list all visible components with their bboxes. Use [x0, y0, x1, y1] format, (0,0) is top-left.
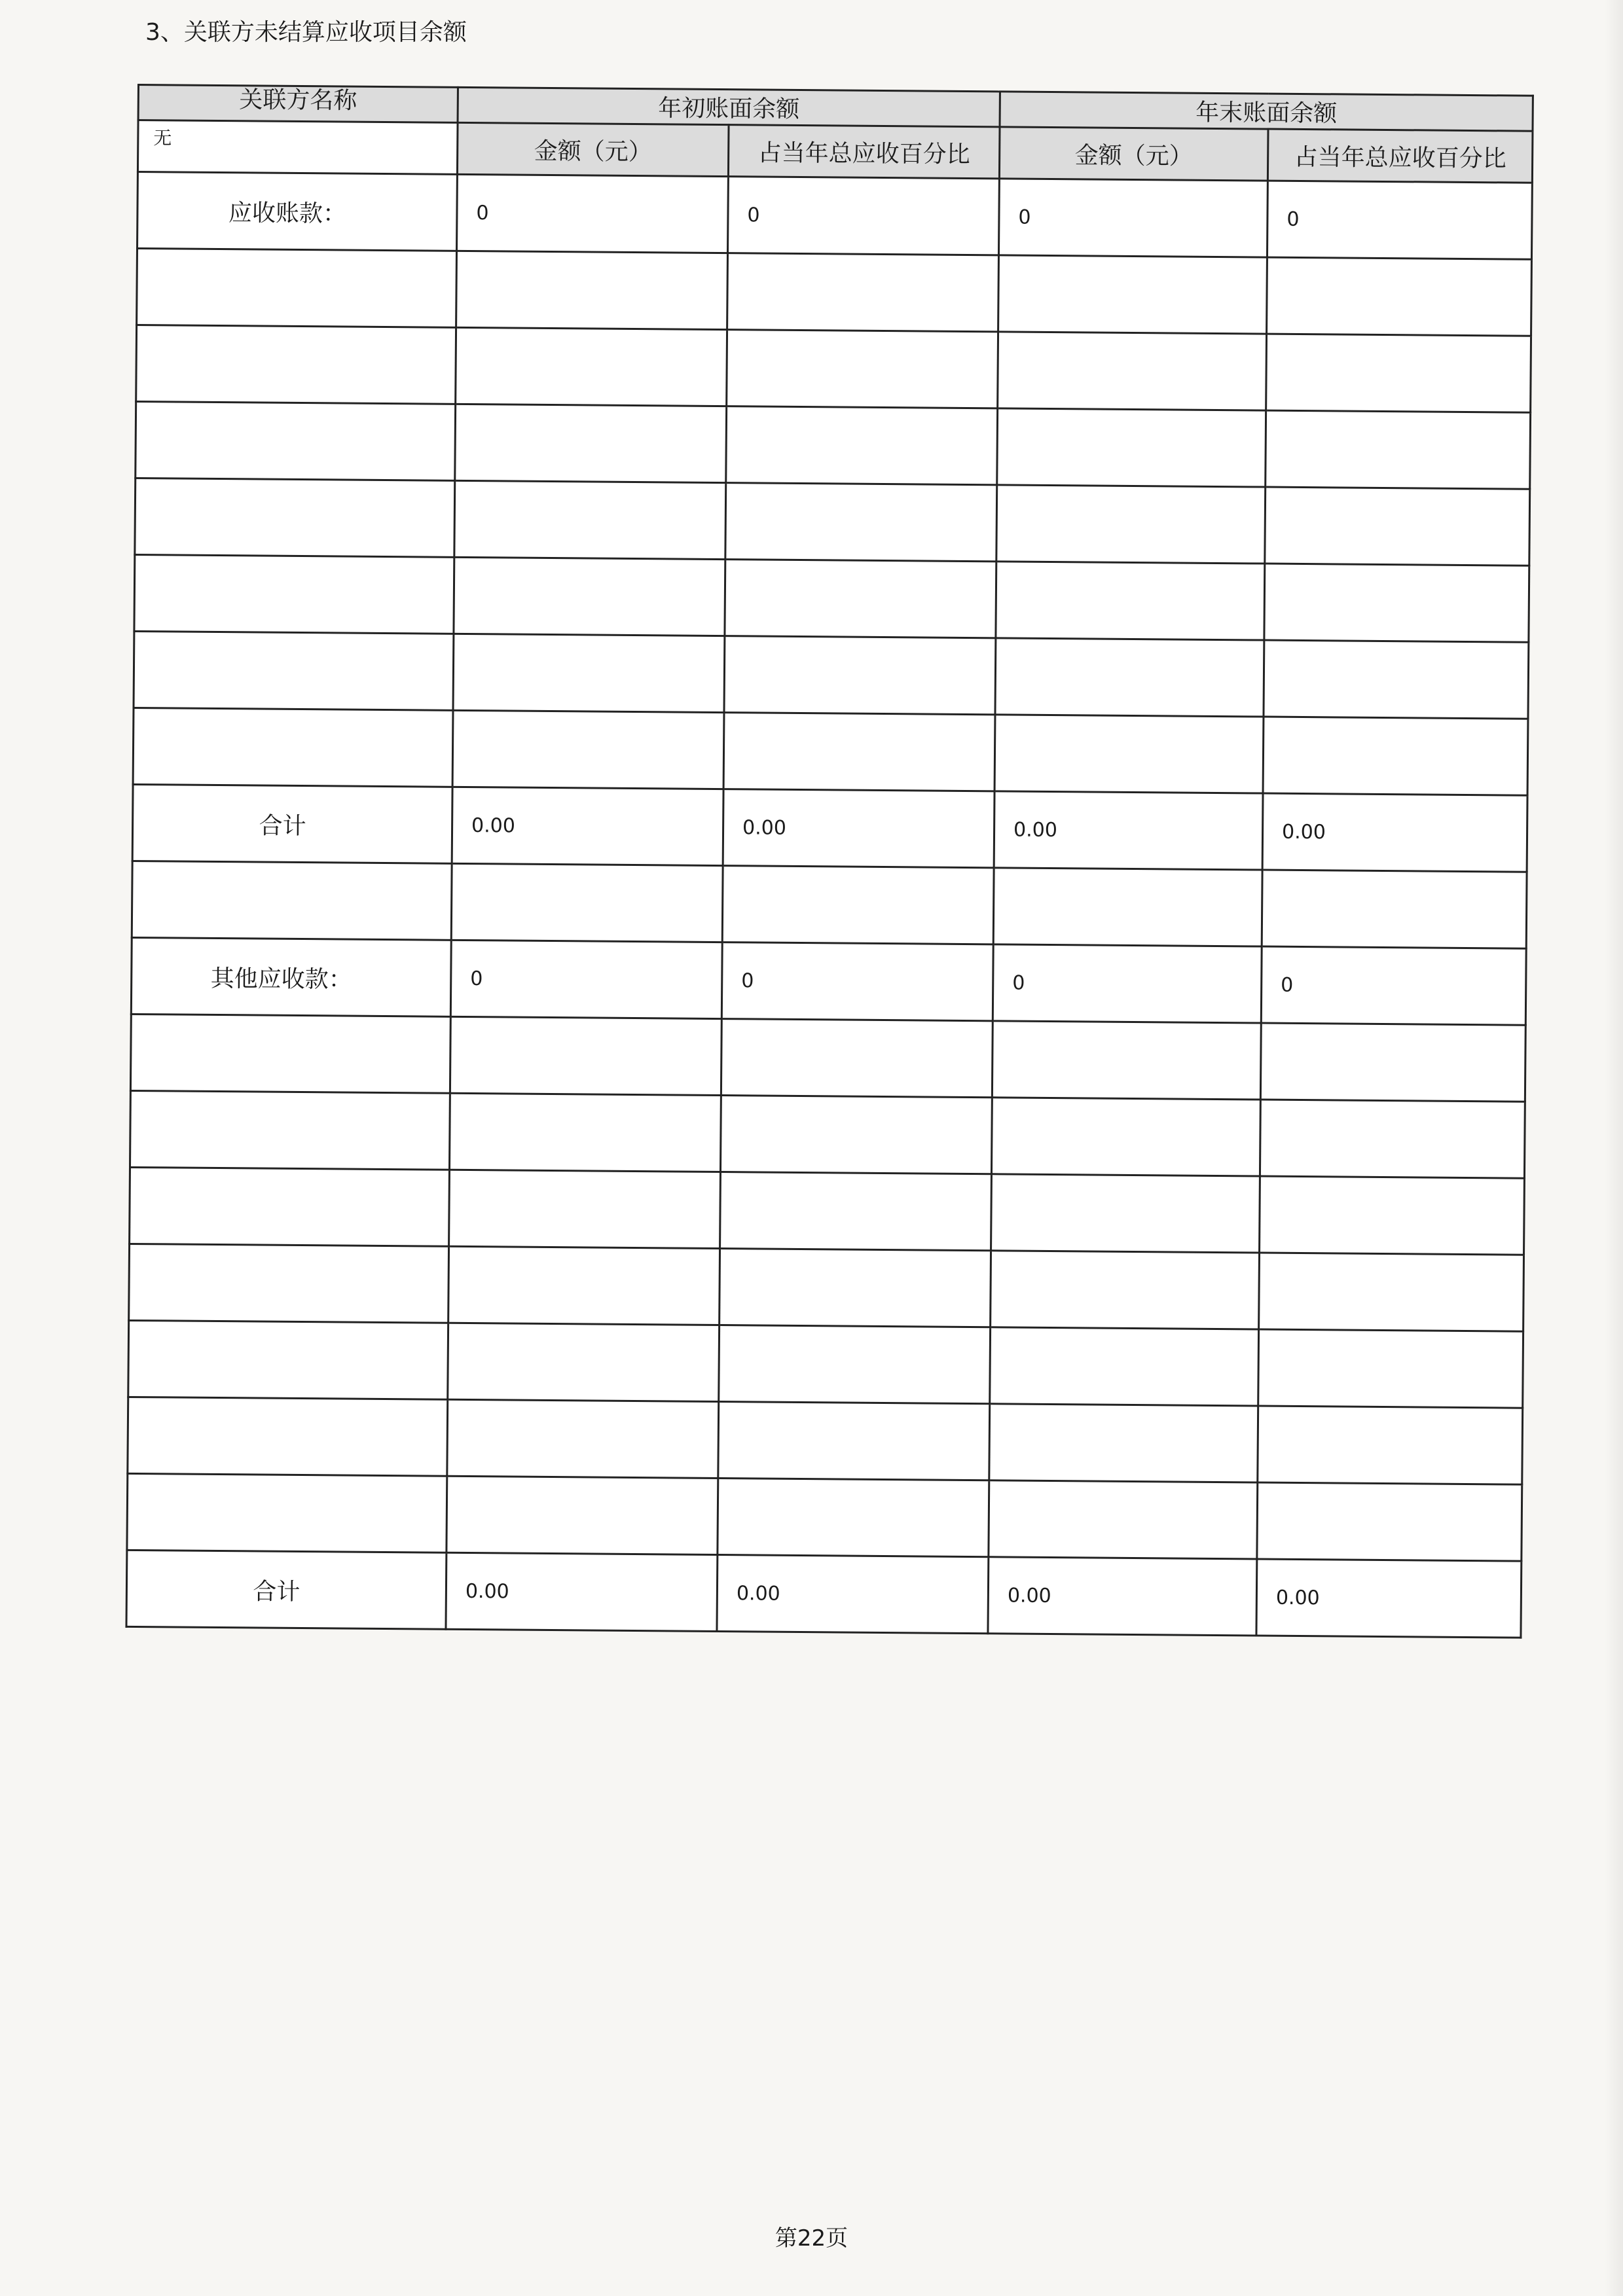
opening-percent-header: 占当年总应收百分比: [728, 125, 1000, 179]
empty-cell: [1266, 410, 1531, 489]
no-party-note: 无: [137, 120, 458, 175]
empty-cell: [997, 408, 1266, 487]
page-edge-shadow: [1605, 0, 1623, 2296]
empty-cell: [992, 1021, 1261, 1100]
empty-cell: [998, 255, 1267, 334]
table-row: [128, 1397, 1523, 1484]
empty-cell: [724, 636, 996, 715]
receivables-opening-amount: 0: [457, 174, 729, 253]
closing-balance-header: 年末账面余额: [1000, 92, 1533, 131]
empty-cell: [128, 1320, 448, 1399]
empty-cell: [1260, 1023, 1525, 1102]
empty-cell: [719, 1325, 991, 1404]
empty-cell: [1257, 1482, 1522, 1561]
section-title: 3、关联方未结算应收项目余额: [145, 19, 467, 46]
table-row: [130, 1090, 1525, 1178]
empty-cell: [448, 1323, 720, 1401]
receivables-total-closing-amount: 0.00: [994, 791, 1263, 870]
empty-cell: [996, 562, 1265, 640]
empty-cell: [454, 557, 725, 636]
empty-cell: [1260, 1100, 1525, 1178]
empty-cell: [448, 1246, 720, 1325]
empty-cell: [720, 1096, 992, 1174]
empty-cell: [720, 1249, 991, 1327]
table-row: [132, 861, 1527, 948]
empty-cell: [720, 1172, 992, 1251]
empty-cell: [727, 330, 998, 408]
empty-cell: [998, 332, 1267, 410]
receivables-total-closing-percent: 0.00: [1262, 793, 1527, 872]
table-row: [136, 325, 1531, 413]
empty-cell: [130, 1090, 450, 1170]
empty-cell: [725, 560, 996, 638]
empty-cell: [1259, 1253, 1524, 1331]
empty-cell: [991, 1174, 1260, 1253]
other-receivables-total-opening-amount: 0.00: [446, 1552, 718, 1631]
closing-amount-header: 金额（元）: [999, 127, 1268, 181]
table-row: [130, 1014, 1525, 1102]
other-receivables-closing-percent: 0: [1261, 946, 1526, 1025]
related-party-name-header: 关联方名称: [138, 85, 458, 123]
table-row: [137, 249, 1532, 336]
other-receivables-total-closing-amount: 0.00: [988, 1557, 1257, 1636]
empty-cell: [995, 638, 1264, 717]
table-row: [130, 1167, 1525, 1255]
empty-cell: [455, 404, 727, 482]
empty-cell: [136, 401, 456, 480]
other-receivables-opening-percent: 0: [721, 942, 993, 1021]
empty-cell: [1263, 717, 1528, 795]
empty-cell: [129, 1244, 449, 1323]
table-row: [136, 401, 1531, 489]
receivables-total-label: 合计: [132, 784, 452, 863]
empty-cell: [134, 631, 454, 710]
empty-cell: [452, 710, 724, 789]
table-row: [134, 631, 1529, 719]
empty-cell: [128, 1397, 448, 1476]
empty-cell: [721, 1019, 993, 1098]
receivables-opening-percent: 0: [727, 177, 999, 255]
empty-cell: [723, 713, 995, 791]
empty-cell: [456, 251, 728, 329]
empty-cell: [1264, 640, 1529, 719]
empty-cell: [453, 634, 725, 712]
table-row: [134, 554, 1529, 642]
empty-cell: [718, 1402, 990, 1480]
empty-cell: [996, 485, 1266, 564]
empty-cell: [136, 325, 456, 404]
empty-cell: [1262, 870, 1527, 948]
table-row: [127, 1473, 1522, 1561]
table-row: [128, 1320, 1523, 1408]
empty-cell: [134, 554, 454, 634]
empty-cell: [1266, 334, 1531, 412]
empty-cell: [989, 1480, 1258, 1559]
empty-cell: [449, 1093, 721, 1172]
empty-cell: [993, 868, 1262, 946]
empty-cell: [135, 478, 455, 557]
receivables-closing-percent: 0: [1267, 181, 1532, 259]
empty-cell: [137, 249, 457, 328]
empty-cell: [718, 1479, 989, 1557]
empty-cell: [451, 863, 723, 942]
empty-cell: [722, 866, 994, 944]
empty-cell: [130, 1014, 450, 1093]
empty-cell: [456, 327, 727, 406]
other-receivables-total-row: [126, 1550, 1522, 1638]
table-row: [135, 478, 1530, 565]
empty-cell: [1258, 1329, 1523, 1408]
empty-cell: [989, 1404, 1258, 1482]
empty-cell: [1265, 487, 1530, 565]
table-row: [129, 1244, 1524, 1331]
empty-cell: [127, 1473, 447, 1552]
opening-amount-header: 金额（元）: [457, 122, 729, 176]
empty-cell: [991, 1098, 1260, 1176]
other-receivables-total-opening-percent: 0.00: [717, 1555, 989, 1634]
table-row: [133, 708, 1528, 795]
other-receivables-label-row: [131, 937, 1526, 1025]
other-receivables-label: 其他应收款：: [131, 937, 451, 1016]
empty-cell: [1267, 257, 1532, 336]
empty-cell: [725, 483, 997, 562]
empty-cell: [132, 861, 452, 940]
empty-cell: [454, 480, 726, 559]
empty-cell: [130, 1167, 450, 1246]
receivables-label-row: [137, 172, 1533, 260]
empty-cell: [447, 1476, 718, 1554]
receivables-closing-amount: 0: [998, 179, 1267, 257]
empty-cell: [1258, 1406, 1523, 1484]
empty-cell: [991, 1251, 1260, 1329]
page-number: 第22页: [775, 2225, 848, 2251]
empty-cell: [994, 715, 1264, 793]
empty-cell: [990, 1327, 1259, 1406]
receivables-total-opening-percent: 0.00: [723, 789, 994, 868]
receivables-total-row: [132, 784, 1527, 872]
opening-balance-header: 年初账面余额: [458, 87, 1000, 127]
other-receivables-total-label: 合计: [126, 1550, 447, 1629]
other-receivables-total-closing-percent: 0.00: [1256, 1559, 1522, 1638]
empty-cell: [727, 253, 999, 332]
empty-cell: [1264, 564, 1529, 642]
empty-cell: [133, 708, 453, 787]
empty-cell: [1260, 1176, 1525, 1255]
closing-percent-header: 占当年总应收百分比: [1267, 129, 1533, 183]
related-party-receivables-table: [125, 84, 1533, 1639]
receivables-label: 应收账款：: [137, 172, 458, 251]
other-receivables-closing-amount: 0: [993, 944, 1262, 1023]
receivables-table-wrapper: [125, 84, 1531, 1639]
other-receivables-opening-amount: 0: [450, 940, 722, 1018]
empty-cell: [450, 1016, 721, 1095]
empty-cell: [449, 1170, 721, 1248]
receivables-total-opening-amount: 0.00: [452, 787, 723, 865]
empty-cell: [726, 406, 998, 485]
empty-cell: [447, 1399, 719, 1478]
